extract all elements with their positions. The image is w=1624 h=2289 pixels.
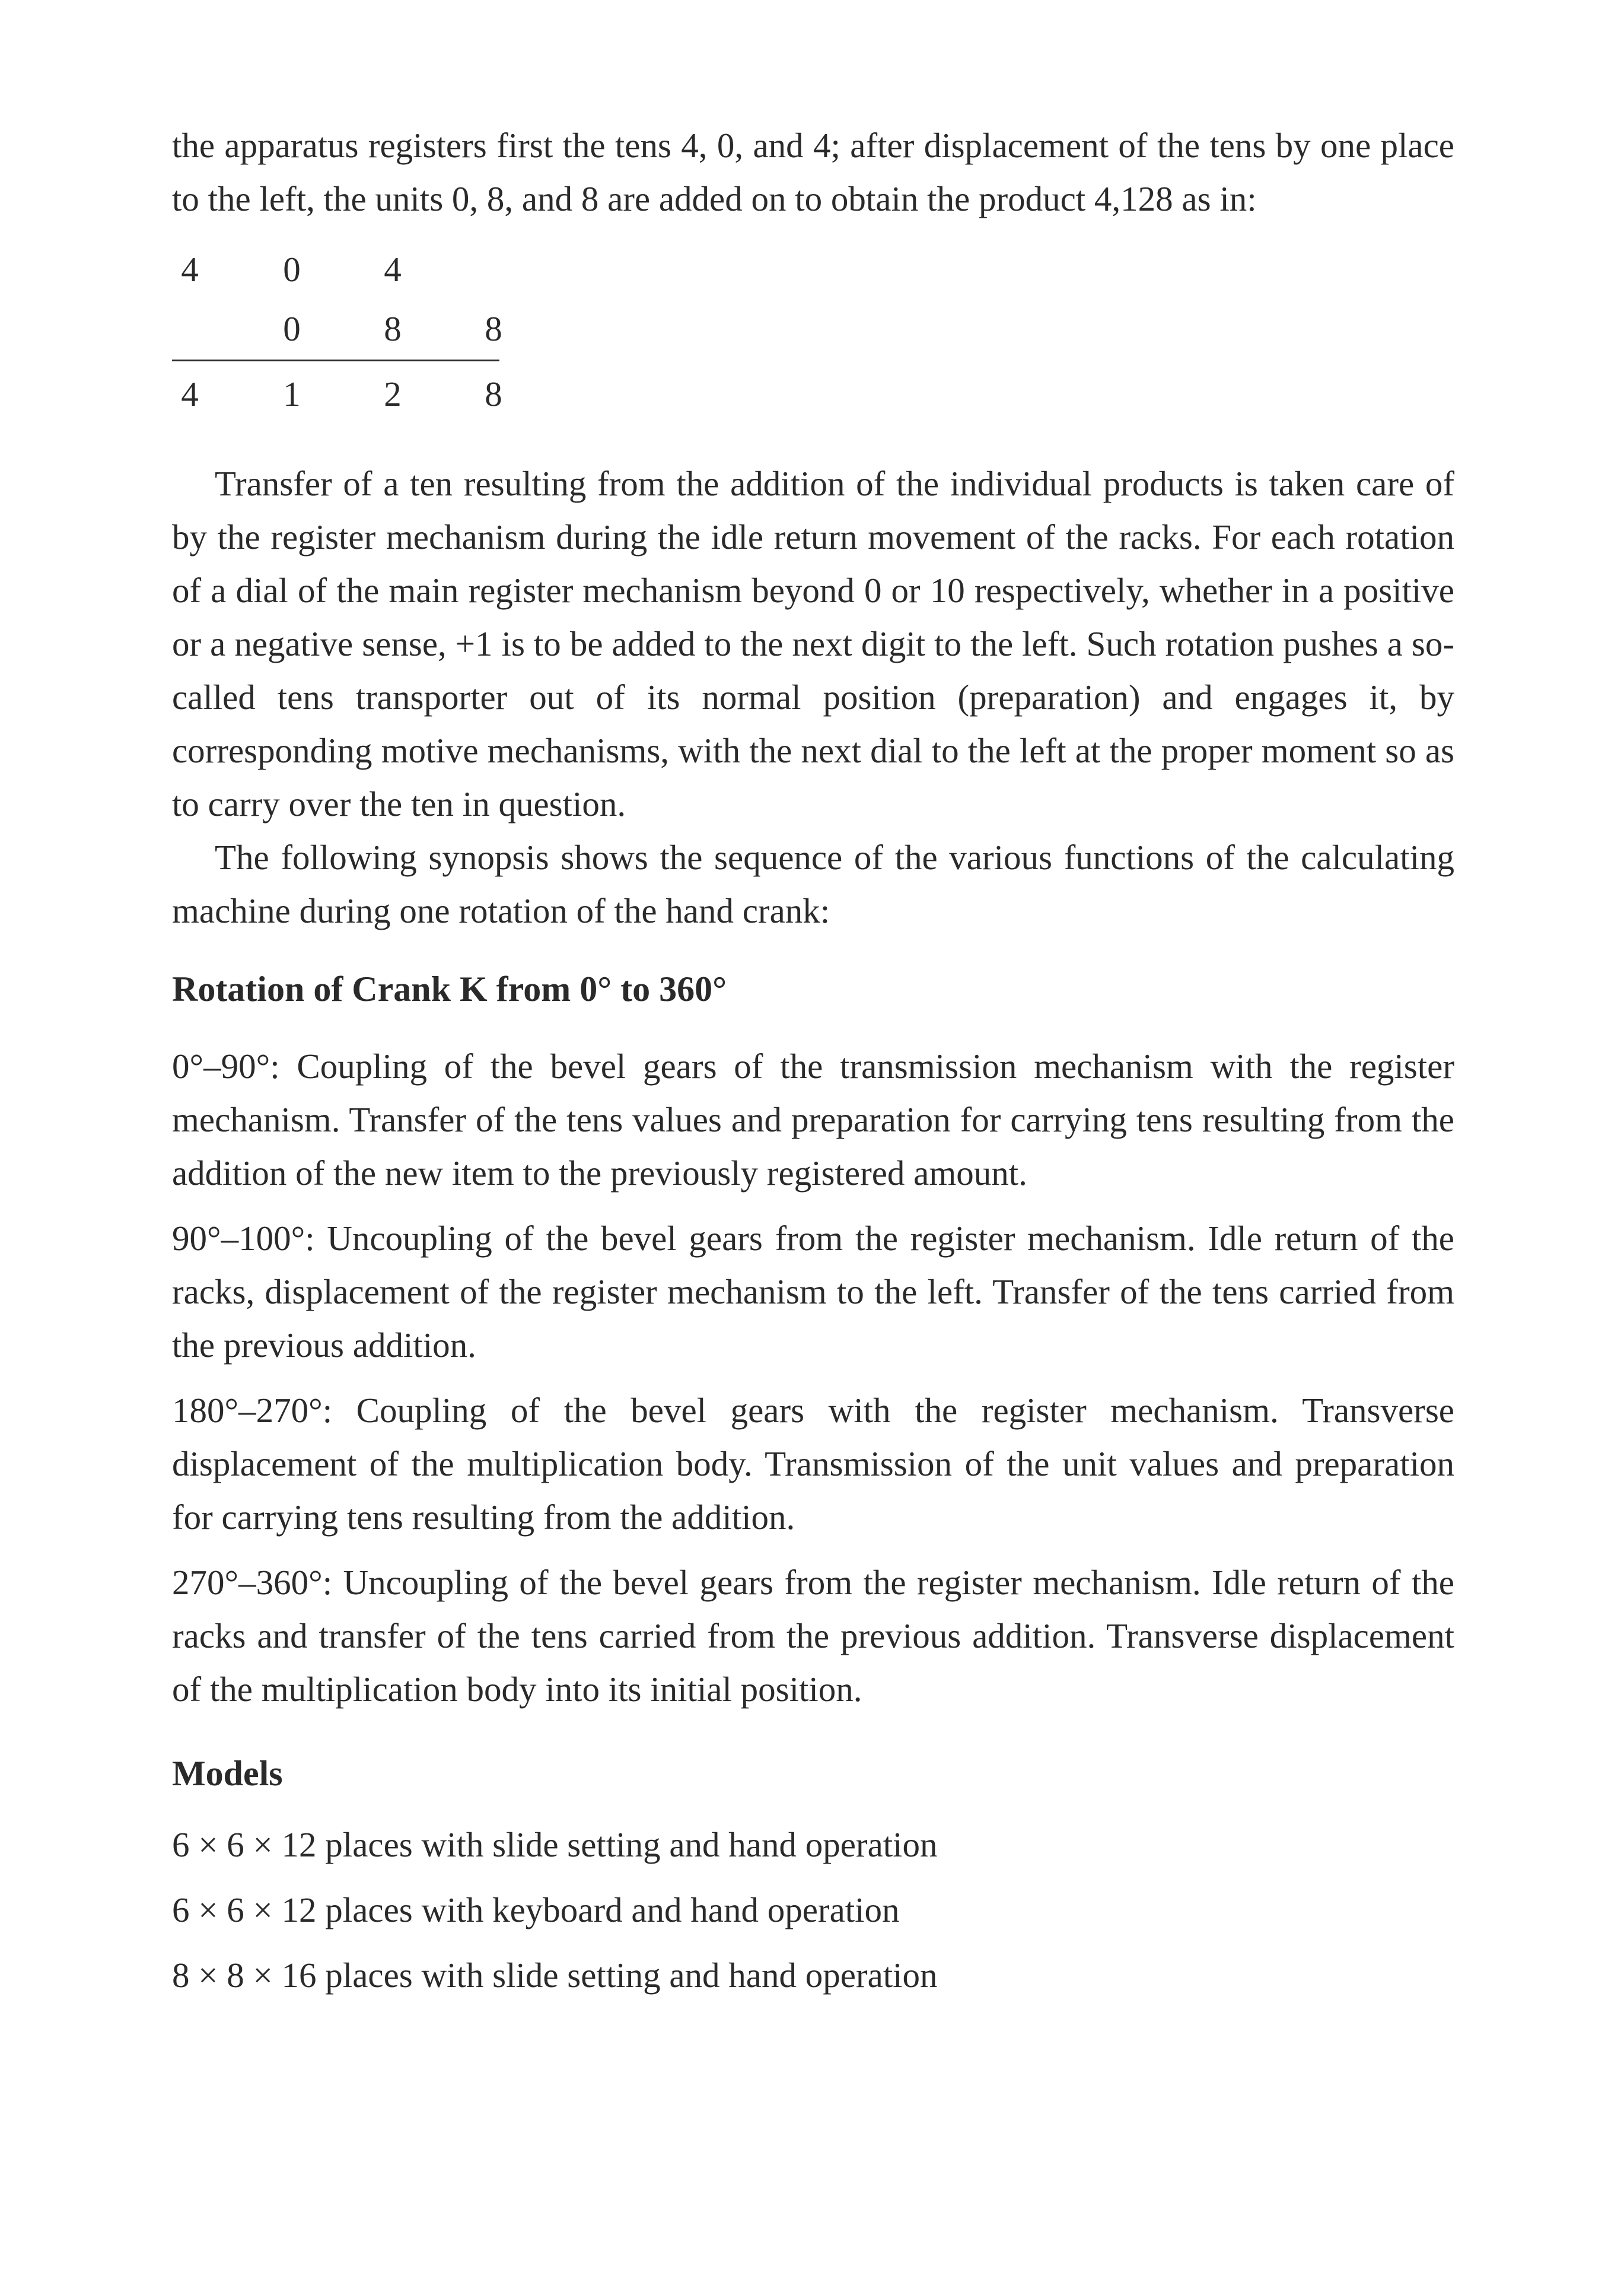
calc-digit: 0 [283, 309, 301, 348]
rotation-heading: Rotation of Crank K from 0° to 360° [172, 969, 727, 1009]
calc-digit: 4 [181, 250, 199, 289]
calc-digit: 1 [283, 374, 301, 414]
rotation-entry: 270°–360°: Uncoupling of the bevel gears from the register mechanism. Idle return of the racks and transfer of the tens carried from the previous addition. Transverse displacement of the multiplication body into its initial position. [172, 1563, 1454, 1709]
intro-paragraph: the apparatus registers first the tens 4, 0, and 4; after displacement of the tens by one place to the left, the units 0, 8, and 8 are added on to obtain the product 4,128 as in: [172, 126, 1454, 218]
rotation-entry: 90°–100°: Uncoupling of the bevel gears from the register mechanism. Idle return of the racks, displacement of the register mechanism to the left. Transfer of the tens carried from the previous addition. [172, 1219, 1454, 1365]
calc-digit: 8 [384, 309, 402, 348]
rotation-entry: 0°–90°: Coupling of the bevel gears of the transmission mechanism with the register mechanism. Transfer of the tens values and preparation for carrying tens resulting from the addition of the new item to the previously registered amount. [172, 1047, 1454, 1193]
calc-digit: 4 [181, 374, 199, 414]
calc-digit: 2 [384, 374, 402, 414]
model-item: 6 × 6 × 12 places with keyboard and hand operation [172, 1890, 900, 1929]
calc-digit: 8 [485, 374, 502, 414]
calc-digit: 4 [384, 250, 402, 289]
sum-rule [172, 360, 499, 361]
synopsis-paragraph: The following synopsis shows the sequence of the various functions of the calculating machine during one rotation of the hand crank: [172, 838, 1454, 930]
tens-transfer-paragraph: Transfer of a ten resulting from the addition of the individual products is taken care of by the register mechanism during the idle return movement of the racks. For each rotation of a dial of the main register mechanism beyond 0 or 10 respectively, whether in a positive or a negative sense, +1 is to be added to the next digit to the left. Such rotation pushes a so-called tens transporter out of its normal position (preparation) and engages it, by corresponding motive mechanisms, with the next dial to the left at the proper moment so as to carry over the ten in question. [172, 464, 1454, 824]
calc-digit: 0 [283, 250, 301, 289]
models-heading: Models [172, 1754, 283, 1793]
model-item: 6 × 6 × 12 places with slide setting and hand operation [172, 1825, 938, 1864]
model-item: 8 × 8 × 16 places with slide setting and hand operation [172, 1956, 938, 1995]
page-content [172, 119, 1454, 2014]
multiplication-example [172, 249, 504, 427]
rotation-entry: 180°–270°: Coupling of the bevel gears with the register mechanism. Transverse displacement of the multiplication body. Transmission of the unit values and preparation for carrying tens resulting from the addition. [172, 1391, 1454, 1537]
calc-digit: 8 [485, 309, 502, 348]
